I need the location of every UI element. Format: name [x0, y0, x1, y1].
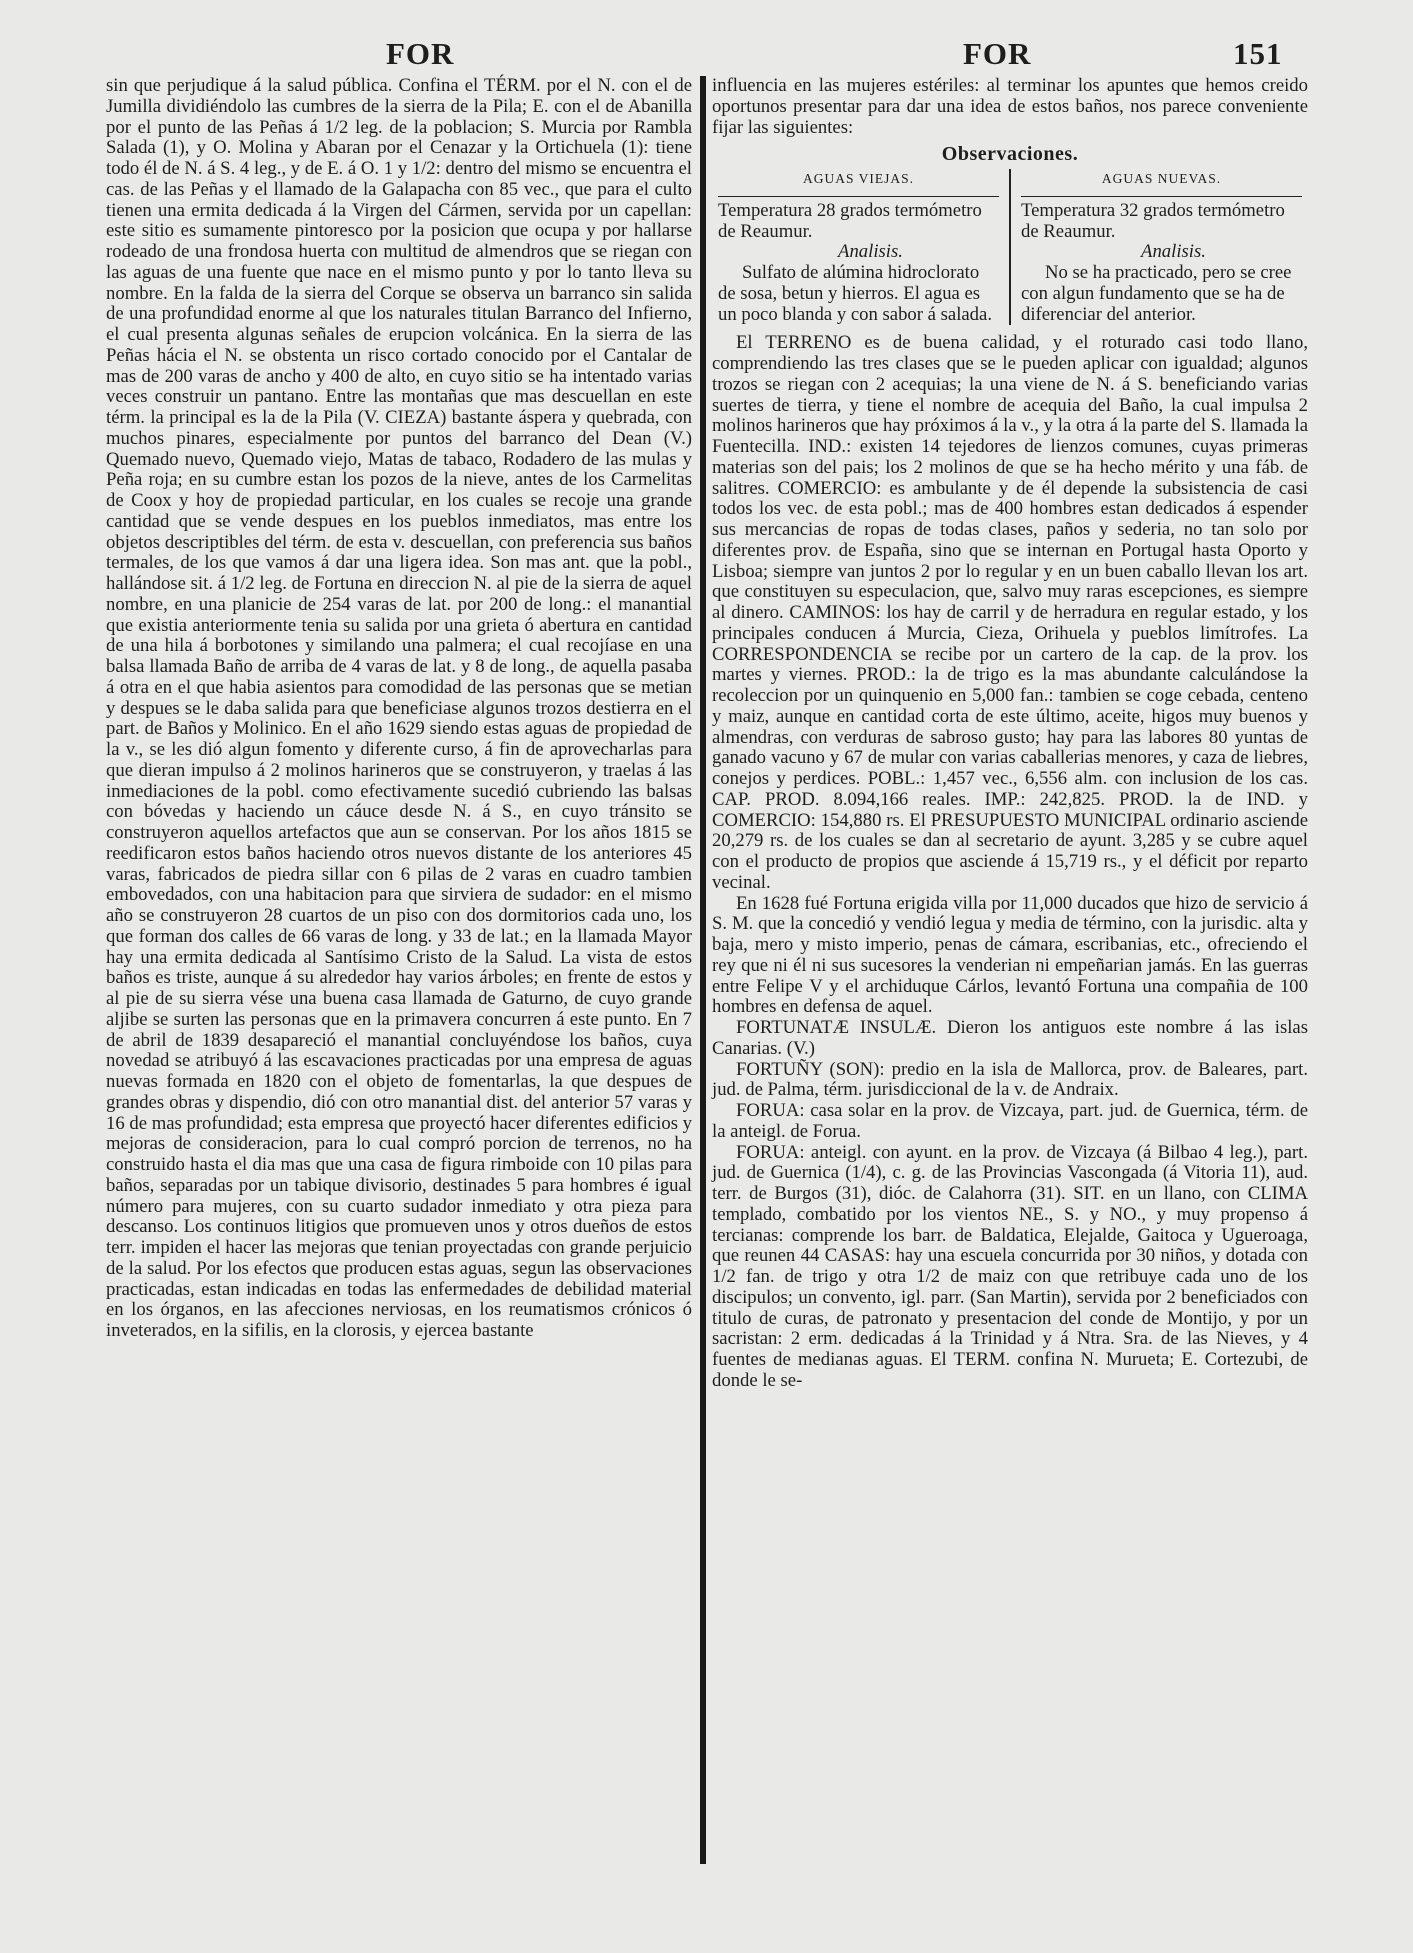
right-column [712, 76, 1308, 1392]
terreno-paragraph: El TERRENO es de buena calidad, y el roturado casi todo llano, comprendiendo las tres clases que se le pueden aplicar con igualdad; algunos trozos se riegan con 2 acequias; la una viene de N. á S. beneficiando varias suertes de tierra, y tiene el nombre de acequia del Baño, la cual impulsa 2 molinos harineros que hay próximos á la v., y la otra á la parte del S. llamada la Fuentecilla. IND.: existen 14 tejedores de lienzos comunes, cuyas primeras materias son del pais; los 2 molinos de que se ha hecho mérito y una fáb. de salitres. COMERCIO: es ambulante y de él depende la subsistencia de casi todos los vec. de esta pobl.; mas de 400 hombres estan dedicados á espender sus mercancias de ropas de todas clases, paños y sederia, no tan solo por diferentes prov. de España, sino que se internan en Portugal hasta Oporto y Lisboa; siempre van juntos 2 por lo regular y en un buen caballo llevan los art. que constituyen su especulacion, que, salvo muy raras escepciones, es siempre al dinero. CAMINOS: los hay de carril y de herradura en regular estado, y los principales conducen á Murcia, Cieza, Orihuela y pueblos limítrofes. La CORRESPONDENCIA se recibe por un cartero de la cap. de la prov. los martes y viernes. PROD.: la de trigo es la mas abundante calculándose la recoleccion por un quinquenio en 5,000 fan.: tambien se coge cebada, centeno y maiz, aunque en cantidad corta de este último, aceite, higos muy buenos y almendras, con verduras de sabroso gusto; hay para las labores 80 yuntas de ganado vacuno y 67 de mular con varias caballerias menores, y caza de liebres, conejos y perdices. POBL.: 1,457 vec., 6,556 alm. con inclusion de los cas. CAP. PROD. 8.094,166 reales. IMP.: 242,825. PROD. la de IND. y COMERCIO: 154,880 rs. El PRESUPUESTO MUNICIPAL ordinario asciende 20,279 rs. de los cuales se dan al secretario de ayunt. 3,285 y se cubre aquel con el producto de propios que asciende á 15,719 rs., y el déficit por reparto vecinal. [712, 332, 1308, 893]
observaciones-table [712, 169, 1308, 325]
aguas-nuevas-heading: AGUAS NUEVAS. [1021, 169, 1302, 197]
aguas-viejas-heading: AGUAS VIEJAS. [718, 169, 999, 197]
running-head-left: FOR [386, 36, 455, 71]
observaciones-title: Observaciones. [941, 143, 1079, 166]
aguas-viejas-temperature: Temperatura 28 grados termómetro de Reaumur. [718, 199, 982, 242]
entry-forua-anteiglesia: FORUA: anteigl. con ayunt. en la prov. de Vizcaya (á Bilbao 4 leg.), part. jud. de Guernica (1/4), c. g. de las Provincias Vascongada (á Vitoria 11), aud. terr. de Burgos (31), dióc. de Calahorra (31). SIT. en un llano, con CLIMA templado, combatido por los vientos NE., S. y NO., y muy propenso á tercianas: comprende los barr. de Baldatica, Elejalde, Gaitoca y Ugueroaga, que reunen 44 CASAS: hay una escuela concurrida por 30 niños, y dotada con 1/2 fan. de trigo y otra 1/2 de maiz con que retribuye cada uno de los discipulos; un convento, igl. parr. (San Martin), servida por 2 beneficiados con titulo de curas, de patronato y presentacion del conde de Montijo, y por un sacristan: 2 erm. dedicadas á la Trinidad y á Ntra. Sra. de las Nieves, y 4 fuentes de medianas aguas. El TERM. confina N. Murueta; E. Cortezubi, de donde le se- [712, 1141, 1308, 1391]
historia-paragraph: En 1628 fué Fortuna erigida villa por 11,000 ducados que hizo de servicio á S. M. que la concedió y vendió legua y media de término, con la jurisdic. alta y baja, mero y misto imperio, penas de cámara, escribanias, etc., ofreciendo el rey que ni él ni sus sucesores la venderian ni empeñarian jamás. En las guerras entre Felipe V y el archiduque Cárlos, levantó Fortuna una compañia de 100 hombres en defensa de aquel. [712, 892, 1308, 1018]
aguas-nuevas-analisis: No se ha practicado, pero se cree con algun fundamento que se ha de diferenciar del anterior. [1021, 262, 1292, 325]
aguas-nuevas-temperature: Temperatura 32 grados termómetro de Reaumur. [1021, 199, 1285, 242]
running-head-center: FOR [963, 36, 1032, 71]
aguas-nuevas-column [1011, 169, 1308, 325]
left-column [106, 76, 692, 1342]
entry-fortuny: FORTUÑY (SON): predio en la isla de Mallorca, prov. de Baleares, part. jud. de Palma, térm. jurisdiccional de la v. de Andraix. [712, 1058, 1308, 1101]
intro-paragraph: influencia en las mujeres estériles: al terminar los apuntes que hemos creido oportunos presentar para dar una idea de estos baños, nos parece conveniente fijar las siguientes: [712, 75, 1308, 138]
aguas-viejas-analisis-label: Analisis. [838, 241, 903, 263]
aguas-viejas-column [712, 169, 1011, 325]
entry-fortunatae: FORTUNATÆ INSULÆ. Dieron los antiguos este nombre á las islas Canarias. (V.) [712, 1017, 1308, 1059]
left-column-text: sin que perjudique á la salud pública. Confina el TÉRM. por el N. con el de Jumilla dividiéndolo las cumbres de la sierra de la Pila; E. con el de Abanilla por el punto de las Peñas á 1/2 leg. de la poblacion; S. Murcia por Rambla Salada (1), y O. Molina y Abaran por el Cenazar y la Ortichuela (1): tiene todo él de N. á S. 4 leg., y de E. á O. 1 y 1/2: dentro del mismo se encuentra el cas. de las Peñas y el llamado de la Galapacha con 85 vec., que para el culto tienen una ermita dedicada á la Virgen del Cármen, servida por un capellan: este sitio es sumamente pintoresco por la posicion que ocupa y por hallarse rodeado de una frondosa huerta con multitud de almendros que se riegan con las aguas de una fuente que nace en el mismo punto y por lo tanto lleva su nombre. En la falda de la sierra del Corque se observa un barranco sin salida de una profundidad enorme al que los naturales titulan Barranco del Infierno, el cual presenta algunas señales de erupcion volcánica. En la sierra de las Peñas hácia el N. se obstenta un risco cortado conocido por el Cantalar de mas de 200 varas de ancho y 400 de alto, en cuyo sitio se ha intentado varias veces construir un pantano. Entre las montañas que mas descuellan en este térm. la principal es la de la Pila (V. CIEZA) bastante áspera y quebrada, con muchos pinares, especialmente por puntos del barranco del Dean (V.) Quemado nuevo, Quemado viejo, Matas de tabaco, Rodadero de las mulas y Peña roja; en su cumbre estan los pozos de la nieve, antes de los Carmelitas de Coox y hoy de propiedad particular, en los cuales se recoje una grande cantidad que se vende despues en los pueblos inmediatos, mas entre los objetos descriptibles del térm. de esta v. descuellan, con preferencia sus baños termales, de los que vamos á dar una ligera idea. Son mas ant. que la pobl., hallándose sit. á 1/2 leg. de Fortuna en direccion N. al pie de la sierra de aquel nombre, en una planicie de 254 varas de lat. por 200 de long.: el manantial que existia anteriormente tenia su salida por una grieta ó abertura en cantidad de una hila á borbotones y similando una palmera; el cual recojíase en una balsa llamada Baño de arriba de 4 varas de lat. y 8 de long., de aquella pasaba á otra en el que habia asientos para comodidad de las personas que se metian y despues se le daba salida para que beneficiase algunos trozos destierra en el part. de Baños y Molinico. En el año 1629 siendo estas aguas de propiedad de la v., se les dió algun fomento y diferente curso, á fin de aprovecharlas para que dieran impulso á 2 molinos harineros que se construyeron, y traelas á las inmediaciones de la pobl. como efectivamente sucedió cubriendo las balsas con bóvedas y haciendo un cáuce desde N. á S., en cuyo tránsito se construyeron aquellos artefactos que aun se conservan. Por los años 1815 se reedificaron estos baños haciendo otros nuevos distante de los anteriores 45 varas, fabricados de piedra sillar con 6 pilas de 2 varas en cuadro tambien embovedados, con una habitacion para que sirviera de sudador: en el mismo año se construyeron 28 cuartos de un piso con dos dormitorios cada uno, los que forman dos calles de 66 varas de long. y 33 de lat.; en la llamada Mayor hay una ermita dedicada al Santísimo Cristo de la Salud. La vista de estos baños es triste, aunque á su alrededor hay varios árboles; en frente de estos y al pie de su sierra vése una buena casa llamada de Gaturno, de cuyo grande aljibe se surten las personas que en la primavera concurren á este punto. En 7 de abril de 1839 desapareció el manantial concluyéndose los baños, cuya novedad se atribuyó á las escavaciones practicadas por una empresa de aguas nuevas formada en 1820 con el objeto de fomentarlas, la que despues de grandes obras y dispendio, dió con otro manantial dist. del anterior 57 varas y 16 de mas profundidad; esta empresa que proyectó hacer diferentes edificios y mejoras de consideracion, para lo cual compró porcion de terrenos, no ha construido hasta el dia mas que una casa de figura rimboide con 10 pilas para baños, separadas por un tabique divisorio, destinades 5 para hombres é igual número para mujeres, con su cuarto sudador inmediato y otra pieza para descanso. Los continuos litigios que promueven unos y otros dueños de estos terr. impiden el hacer las mejoras que tenian proyectadas con grande perjuicio de la salud. Por los efectos que producen estas aguas, segun las observaciones practicadas, estan indicadas en todas las enfermedades de debilidad material en los órganos, en las afecciones nerviosas, en los reumatismos crónicos ó inveterados, en la sifilis, en la clorosis, y ejercea bastante [106, 75, 692, 1341]
aguas-nuevas-analisis-label: Analisis. [1141, 241, 1206, 263]
column-divider [700, 76, 706, 1864]
aguas-viejas-analisis: Sulfato de alúmina hidroclorato de sosa, betun y hierros. El agua es un poco blanda y con sabor á salada. [718, 262, 992, 325]
page-number: 151 [1233, 36, 1283, 71]
entry-forua-casa: FORUA: casa solar en la prov. de Vizcaya, part. jud. de Guernica, térm. de la anteigl. de Forua. [712, 1100, 1308, 1142]
